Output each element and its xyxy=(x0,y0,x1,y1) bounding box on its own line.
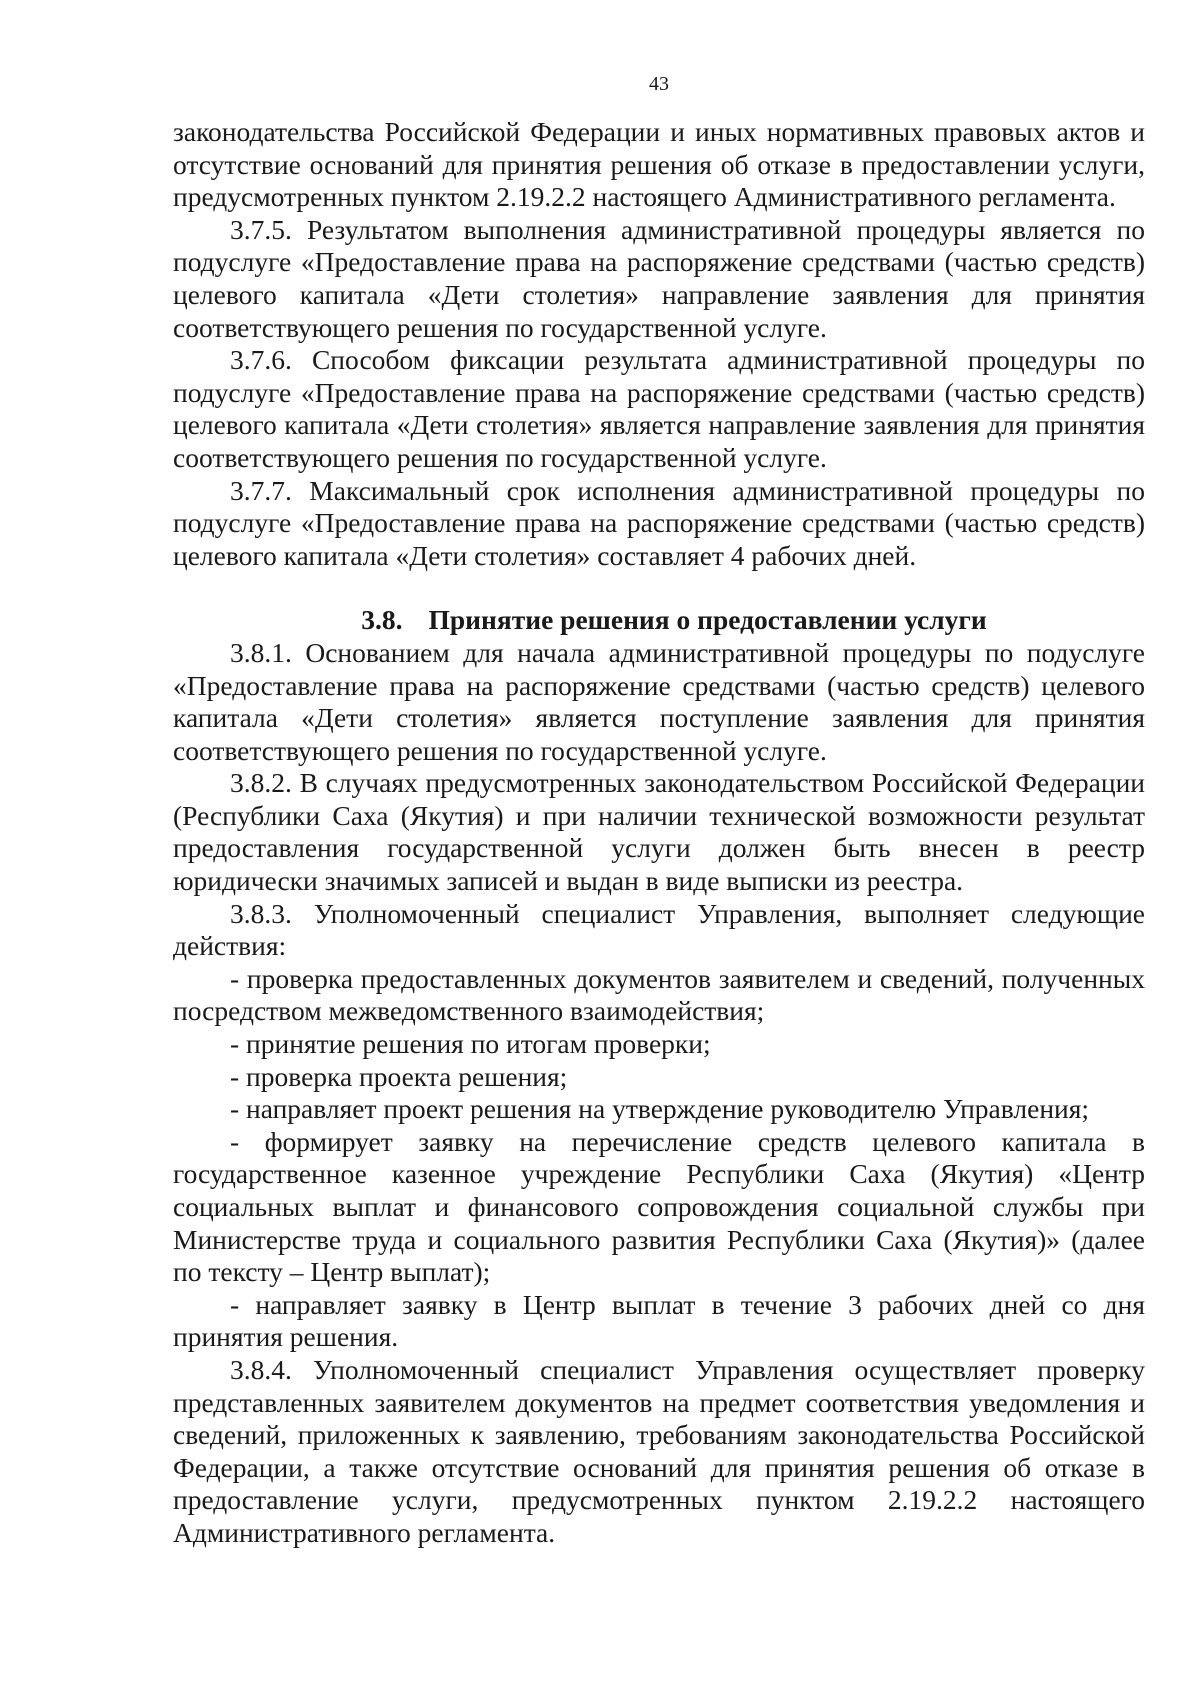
list-item-form-request: - формирует заявку на перечисление средств целевого капитала в государственное казенное учреждение Республики Саха (Якутия) «Центр социальных выплат и финансового сопровождения социальной службы при Министерстве труда и социального развития Республики Саха (Якутия)» (далее по тексту – Центр выплат); xyxy=(173,1125,1145,1288)
section-number: 3.8. xyxy=(361,604,403,636)
paragraph-3-7-7: 3.7.7. Максимальный срок исполнения административной процедуры по подуслуге «Предоставление права на распоряжение средствами (частью средств) целевого капитала «Дети столетия» составляет 4 рабочих дней. xyxy=(173,474,1145,571)
section-title: Принятие решения о предоставлении услуги xyxy=(428,604,987,636)
section-heading xyxy=(173,604,1145,637)
paragraph-3-8-2: 3.8.2. В случаях предусмотренных законодательством Российской Федерации (Республики Саха (Якутия) и при наличии технической возможности результат предоставления государственной услуги должен быть внесен в реестр юридически значимых записей и выдан в виде выписки из реестра. xyxy=(173,767,1145,897)
paragraph-3-8-3: 3.8.3. Уполномоченный специалист Управления, выполняет следующие действия: xyxy=(173,897,1145,962)
list-item-check-documents: - проверка предоставленных документов заявителем и сведений, полученных посредством межведомственного взаимодействия; xyxy=(173,962,1145,1027)
paragraph-continuation: законодательства Российской Федерации и иных нормативных правовых актов и отсутствие оснований для принятия решения об отказе в предоставлении услуги, предусмотренных пунктом 2.19.2.2 настоящего Административного регламента. xyxy=(173,116,1145,213)
paragraph-3-8-1: 3.8.1. Основанием для начала административной процедуры по подуслуге «Предоставление права на распоряжение средствами (частью средств) целевого капитала «Дети столетия» является поступление заявления для принятия соответствующего решения по государственной услуге. xyxy=(173,636,1145,766)
paragraph-3-7-5: 3.7.5. Результатом выполнения административной процедуры является по подуслуге «Предоставление права на распоряжение средствами (частью средств) целевого капитала «Дети столетия» направление заявления для принятия соответствующего решения по государственной услуге. xyxy=(173,213,1145,343)
page-number: 43 xyxy=(649,73,669,95)
list-item-send-draft: - направляет проект решения на утверждение руководителю Управления; xyxy=(230,1093,1090,1125)
paragraph-3-7-6: 3.7.6. Способом фиксации результата административной процедуры по подуслуге «Предоставление права на распоряжение средствами (частью средств) целевого капитала «Дети столетия» является направление заявления для принятия соответствующего решения по государственной услуге. xyxy=(173,344,1145,473)
section-spacer xyxy=(173,572,1145,604)
list-item-check-draft: - проверка проекта решения; xyxy=(230,1060,568,1092)
document-page xyxy=(173,0,1145,1698)
document-body xyxy=(173,116,1145,1550)
list-item-decision: - принятие решения по итогам проверки; xyxy=(230,1028,711,1060)
list-item-send-request: - направляет заявку в Центр выплат в течение 3 рабочих дней со дня принятия решения. xyxy=(173,1288,1145,1353)
paragraph-3-8-4: 3.8.4. Уполномоченный специалист Управления осуществляет проверку представленных заявителем документов на предмет соответствия уведомления и сведений, приложенных к заявлению, требованиям законодательства Российской Федерации, а также отсутствие оснований для принятия решения об отказе в предоставление услуги, предусмотренных пунктом 2.19.2.2 настоящего Административного регламента. xyxy=(173,1353,1145,1548)
